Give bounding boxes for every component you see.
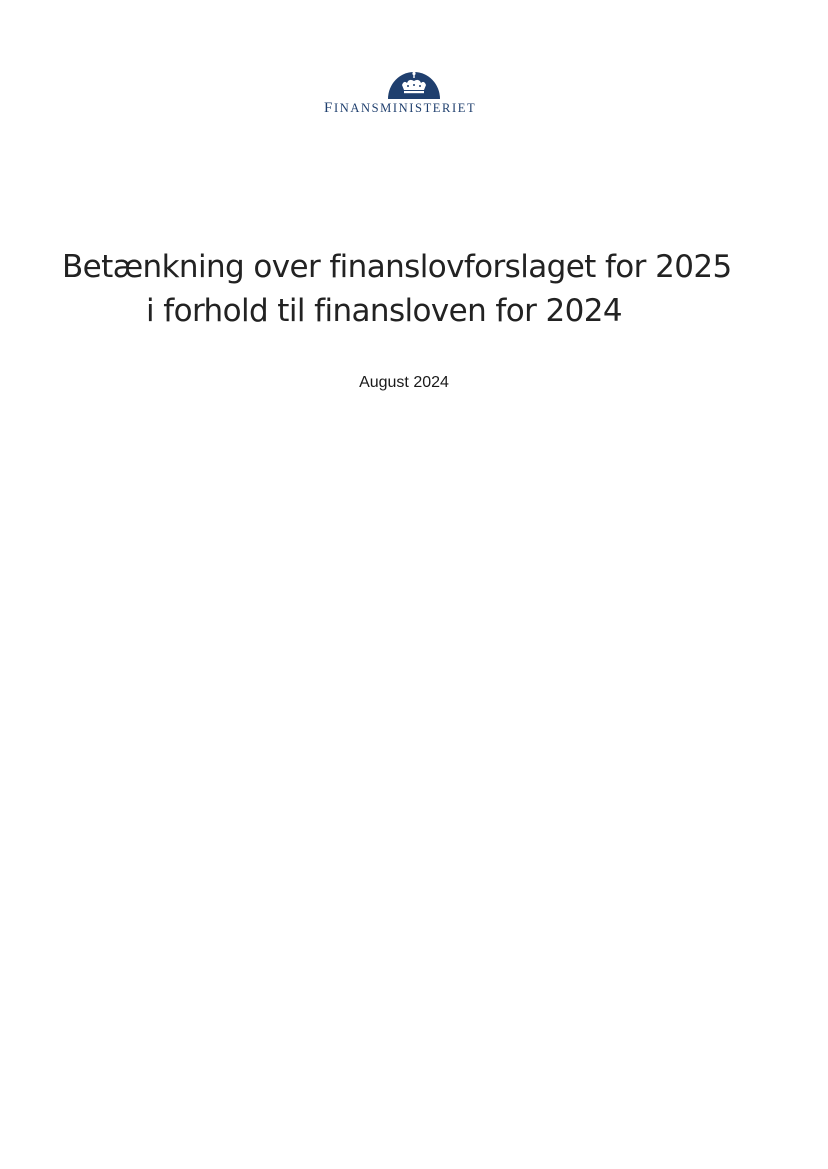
ministry-wordmark-rest: INANSMINISTERIET (333, 101, 477, 115)
document-title-line-2: i forhold til finansloven for 2024 (146, 293, 622, 329)
document-date: August 2024 (359, 374, 449, 391)
crown-emblem-icon (386, 66, 442, 100)
document-title-line-1: Betænkning over finanslovforslaget for 2025 (62, 249, 732, 285)
ministry-logo (0, 66, 828, 100)
ministry-wordmark: FINANSMINISTERIET (324, 100, 477, 116)
